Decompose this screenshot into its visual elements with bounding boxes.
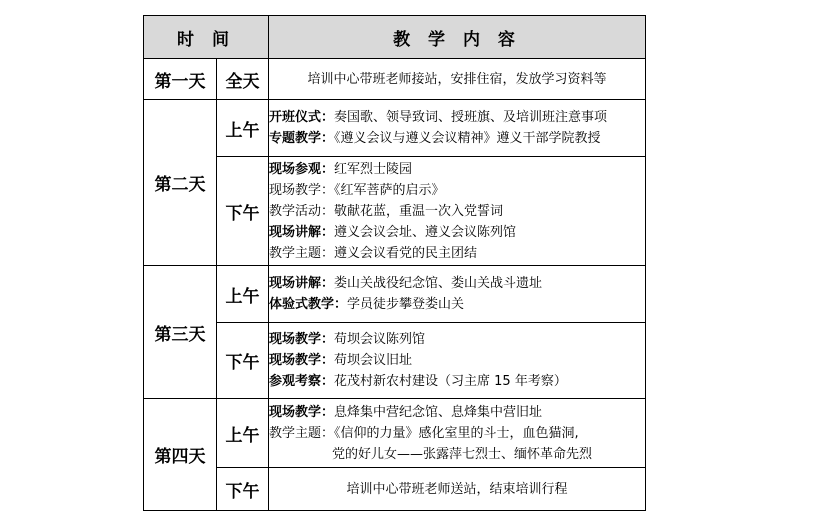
item-label: 教学活动： <box>269 203 335 219</box>
content-line <box>269 107 645 128</box>
item-text: 息烽集中营纪念馆、息烽集中营旧址 <box>334 404 543 420</box>
item-label: 参观考察： <box>269 374 335 389</box>
day-label: 第四天 <box>144 399 217 511</box>
item-text: 学员徒步攀登娄山关 <box>347 297 465 312</box>
content-cell: 培训中心带班老师送站，结束培训行程 <box>269 468 646 511</box>
item-text: 遵义会议看党的民主团结 <box>334 245 478 261</box>
item-text: 苟坝会议陈列馆 <box>334 332 426 347</box>
content-line <box>269 294 645 315</box>
slot-label: 上午 <box>217 100 269 157</box>
item-label: 现场教学： <box>269 404 335 420</box>
item-label: 开班仪式： <box>269 110 335 125</box>
item-label: 现场教学： <box>269 353 335 368</box>
item-label: 现场讲解： <box>269 224 335 240</box>
content-line <box>269 329 645 350</box>
content-line <box>269 180 645 201</box>
slot-label: 全天 <box>217 59 269 100</box>
content-line <box>269 273 645 294</box>
content-cell: 培训中心带班老师接站，安排住宿，发放学习资料等 <box>269 59 646 100</box>
item-label: 现场教学： <box>269 332 335 347</box>
item-label: 体验式教学： <box>269 297 348 312</box>
table-row <box>144 59 646 100</box>
slot-label: 上午 <box>217 399 269 468</box>
item-text: 娄山关战役纪念馆、娄山关战斗遗址 <box>334 276 543 291</box>
item-text: 《信仰的力量》感化室里的斗士，血色猫洞, <box>334 425 579 441</box>
table-row <box>144 266 646 323</box>
header-time: 时 间 <box>144 16 269 59</box>
item-text: 苟坝会议旧址 <box>334 353 413 368</box>
table-row <box>144 157 646 266</box>
content-line <box>269 423 645 444</box>
header-row <box>144 16 646 59</box>
content-line <box>269 243 645 264</box>
header-content: 教 学 内 容 <box>269 16 646 59</box>
item-label: 现场参观： <box>269 161 335 177</box>
content-line <box>269 128 645 149</box>
day-label: 第三天 <box>144 266 217 399</box>
item-text: 《红军菩萨的启示》 <box>334 182 445 198</box>
item-text: 花茂村新农村建设（习主席 15 年考察） <box>334 374 567 389</box>
slot-label: 上午 <box>217 266 269 323</box>
content-line <box>269 444 645 465</box>
item-label: 教学主题： <box>269 425 335 441</box>
item-text: 党的好儿女——张露萍七烈士、缅怀革命先烈 <box>332 446 593 462</box>
content-line <box>269 350 645 371</box>
item-text: 敬献花蓝，重温一次入党誓词 <box>334 203 504 219</box>
content-line <box>269 159 645 180</box>
content-line <box>269 402 645 423</box>
slot-label: 下午 <box>217 157 269 266</box>
slot-label: 下午 <box>217 468 269 511</box>
table-row <box>144 100 646 157</box>
content-line <box>269 222 645 243</box>
item-text: 《遵义会议与遵义会议精神》遵义干部学院教授 <box>334 131 601 146</box>
content-cell <box>269 157 646 266</box>
content-cell <box>269 100 646 157</box>
content-line <box>269 371 645 392</box>
item-label: 现场讲解： <box>269 276 335 291</box>
item-text: 遵义会议会址、遵义会议陈列馆 <box>334 224 517 240</box>
item-text: 红军烈士陵园 <box>334 161 413 177</box>
day-label: 第二天 <box>144 100 217 266</box>
content-cell <box>269 399 646 468</box>
slot-label: 下午 <box>217 323 269 399</box>
item-text: 奏国歌、领导致词、授班旗、及培训班注意事项 <box>334 110 608 125</box>
table-row <box>144 323 646 399</box>
day-label: 第一天 <box>144 59 217 100</box>
table-row <box>144 468 646 511</box>
table-row <box>144 399 646 468</box>
item-label: 教学主题： <box>269 245 335 261</box>
item-label: 现场教学： <box>269 182 335 198</box>
content-cell <box>269 266 646 323</box>
content-cell <box>269 323 646 399</box>
schedule-table <box>143 15 646 511</box>
content-line <box>269 201 645 222</box>
item-label: 专题教学： <box>269 131 335 146</box>
